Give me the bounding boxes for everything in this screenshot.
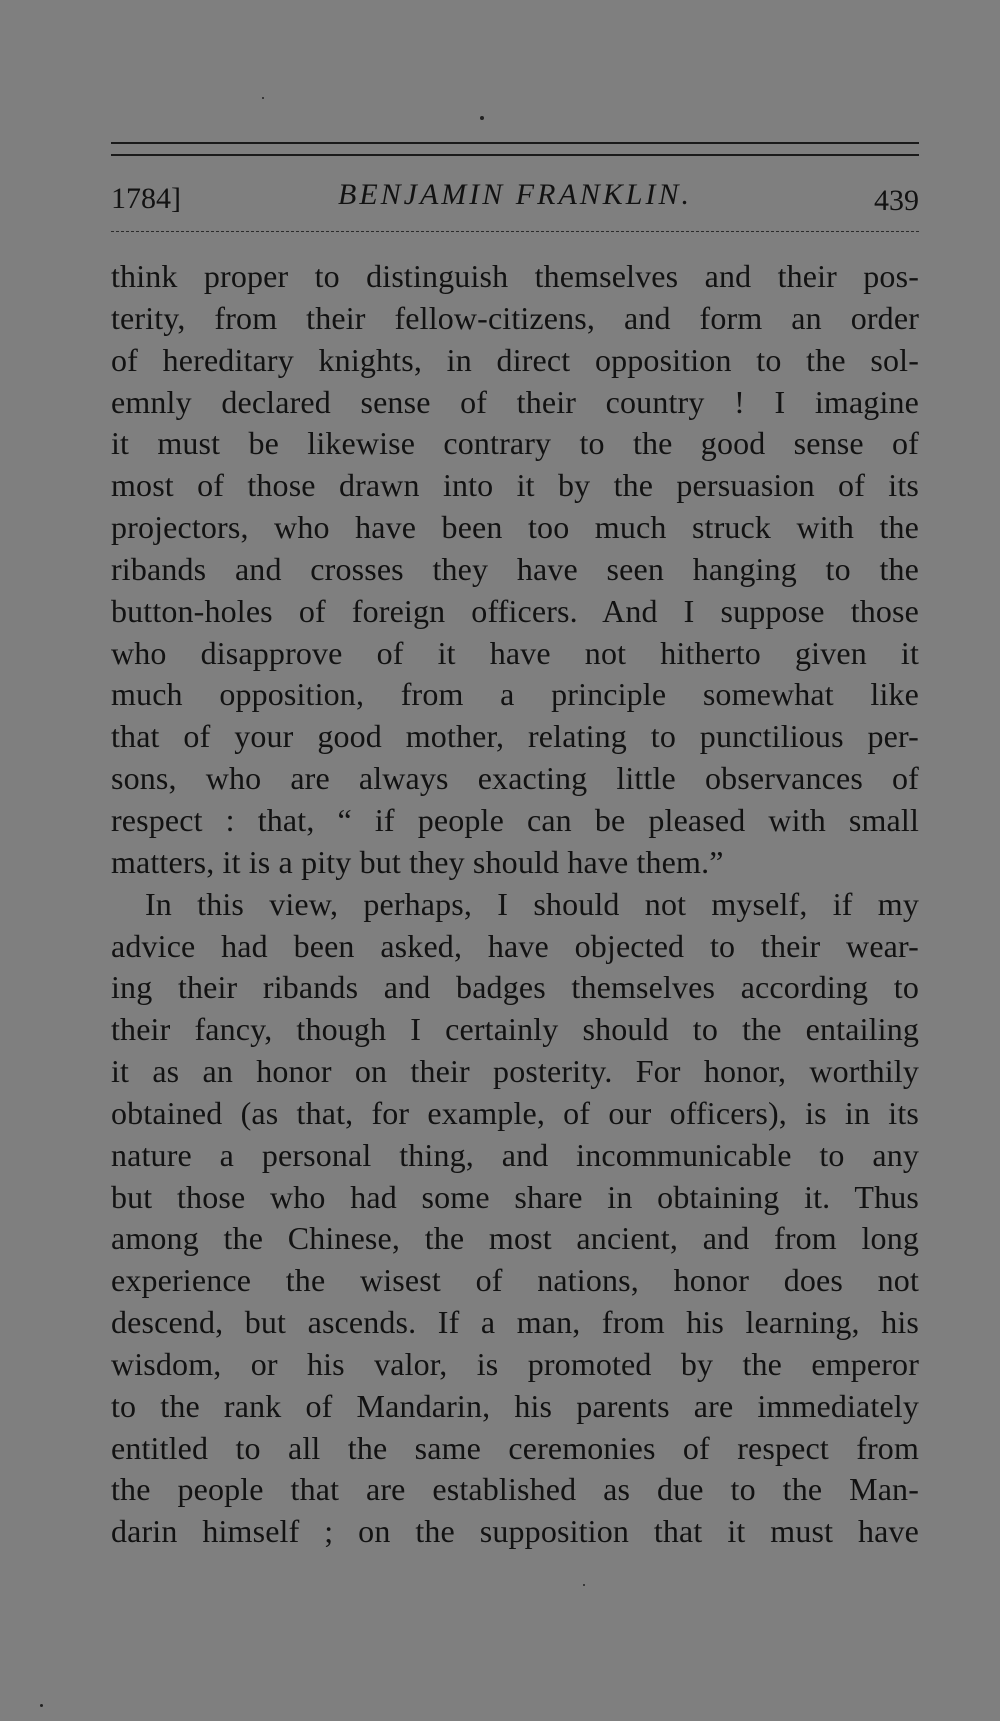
text-line: to the rank of Mandarin, his parents are immediately xyxy=(111,1387,919,1424)
paragraph-1 xyxy=(111,256,919,884)
text-line: it as an honor on their posterity. For honor, worthily xyxy=(111,1053,919,1090)
text-line: of hereditary knights, in direct opposition to the sol- xyxy=(111,341,919,378)
text-line: terity, from their fellow-citizens, and form an order xyxy=(111,299,919,336)
text-line: ing their ribands and badges themselves according to xyxy=(111,969,919,1006)
text-line: their fancy, though I certainly should to the entailing xyxy=(111,1011,919,1048)
header-year: 1784] xyxy=(111,182,181,215)
text-line: ribands and crosses they have seen hanging to the xyxy=(111,550,919,587)
text-line: respect : that, “ if people can be pleased with small xyxy=(111,801,919,838)
text-line: most of those drawn into it by the persuasion of its xyxy=(111,467,919,504)
text-line: advice had been asked, have objected to their wear- xyxy=(111,927,919,964)
text-line: experience the wisest of nations, honor does not xyxy=(111,1262,919,1299)
text-line: nature a personal thing, and incommunicable to any xyxy=(111,1136,919,1173)
header-rule-top xyxy=(111,142,919,144)
header-rule-second xyxy=(111,154,919,156)
text-line: wisdom, or his valor, is promoted by the emperor xyxy=(111,1345,919,1382)
header-rule-bottom xyxy=(111,231,919,232)
text-line: think proper to distinguish themselves and their pos- xyxy=(111,258,919,294)
text-line: projectors, who have been too much struck with the xyxy=(111,509,919,546)
text-line: it must be likewise contrary to the good sense of xyxy=(111,425,919,462)
paragraph-2 xyxy=(111,884,919,1554)
text-line: much opposition, from a principle somewhat like xyxy=(111,676,919,713)
ink-speck xyxy=(480,116,484,120)
text-line: but those who had some share in obtaining it. Thus xyxy=(111,1178,919,1215)
text-line: entitled to all the same ceremonies of respect from xyxy=(111,1429,919,1466)
ink-speck xyxy=(40,1704,43,1707)
text-line: among the Chinese, the most ancient, and from long xyxy=(111,1220,919,1257)
ink-speck xyxy=(583,1584,585,1586)
text-line: emnly declared sense of their country ! I imagine xyxy=(111,383,919,420)
text-line: button-holes of foreign officers. And I suppose those xyxy=(111,592,919,629)
text-line: obtained (as that, for example, of our officers), is in its xyxy=(111,1094,919,1131)
ink-speck xyxy=(262,97,264,99)
text-line: In this view, perhaps, I should not myself, if my xyxy=(145,885,919,922)
text-line: the people that are established as due to the Man- xyxy=(111,1471,919,1508)
header-title: BENJAMIN FRANKLIN. xyxy=(338,178,692,211)
text-line: who disapprove of it have not hitherto given it xyxy=(111,634,919,671)
body-text xyxy=(111,256,919,1553)
text-line: darin himself ; on the supposition that it must have xyxy=(111,1513,919,1550)
text-line: matters, it is a pity but they should have them.” xyxy=(111,843,724,880)
running-header xyxy=(111,178,919,222)
text-line: sons, who are always exacting little observances of xyxy=(111,760,919,797)
text-line: descend, but ascends. If a man, from his learning, his xyxy=(111,1304,919,1341)
text-line: that of your good mother, relating to punctilious per- xyxy=(111,718,919,755)
page-number: 439 xyxy=(874,184,919,217)
